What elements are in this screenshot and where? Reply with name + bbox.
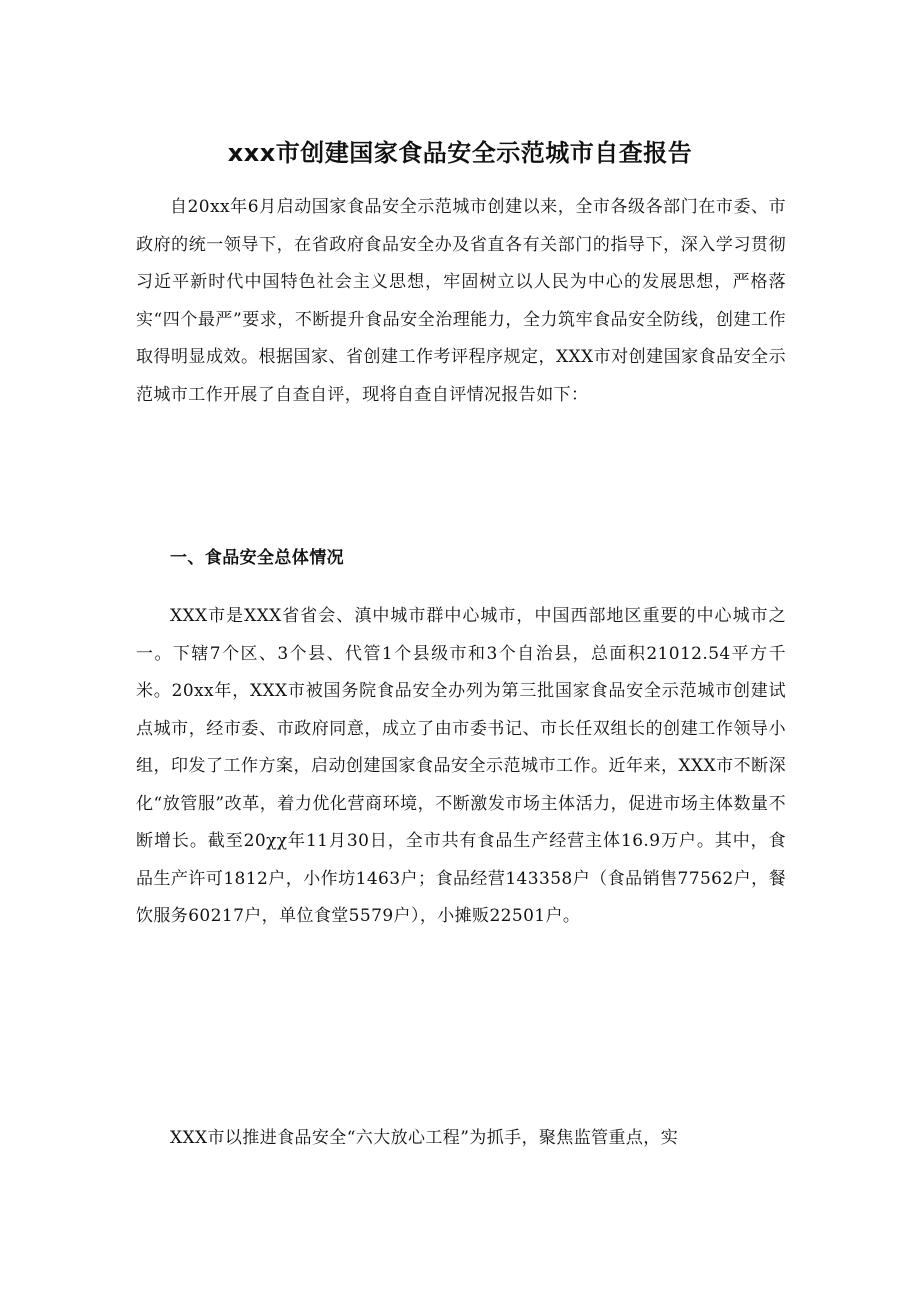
projects-paragraph: XXX市以推进食品安全“六大放心工程”为抓手，聚焦监管重点，实 [170, 1128, 679, 1148]
section-heading: 一、食品安全总体情况 [170, 548, 344, 568]
overview-paragraph: XXX市是XXX省省会、滇中城市群中心城市，中国西部地区重要的中心城市之一。下辖7个区、3个县、代管1个县级市和3个自治县，总面积21012.54平方千米。20xx年，XXX市被国务院食品安全办列为第三批国家食品安全示范城市创建试点城市，经市委、市政府同意，成立了由市委书记、市长任双组长的创建工作领导小组，印发了工作方案，启动创建国家食品安全示范城市工作。近年来，XXX市不断深化“放管服”改革，着力优化营商环境，不断激发市场主体活力，促进市场主体数量不断增长。截至20χχ年11月30日，全市共有食品生产经营主体16.9万户。其中，食品生产许可1812户，小作坊1463户；食品经营143358户（食品销售77562户，餐饮服务60217户，单位食堂5579户），小摊贩22501户。 [136, 606, 786, 926]
intro-paragraph: 自20xx年6月启动国家食品安全示范城市创建以来，全市各级各部门在市委、市政府的统一领导下，在省政府食品安全办及省直各有关部门的指导下，深入学习贯彻习近平新时代中国特色社会主义思想，牢固树立以人民为中心的发展思想，严格落实“四个最严”要求，不断提升食品安全治理能力，全力筑牢食品安全防线，创建工作取得明显成效。根据国家、省创建工作考评程序规定，XXX市对创建国家食品安全示范城市工作开展了自查自评，现将自查自评情况报告如下： [136, 197, 786, 405]
document-title: xxx市创建国家食品安全示范城市自查报告 [227, 139, 693, 167]
